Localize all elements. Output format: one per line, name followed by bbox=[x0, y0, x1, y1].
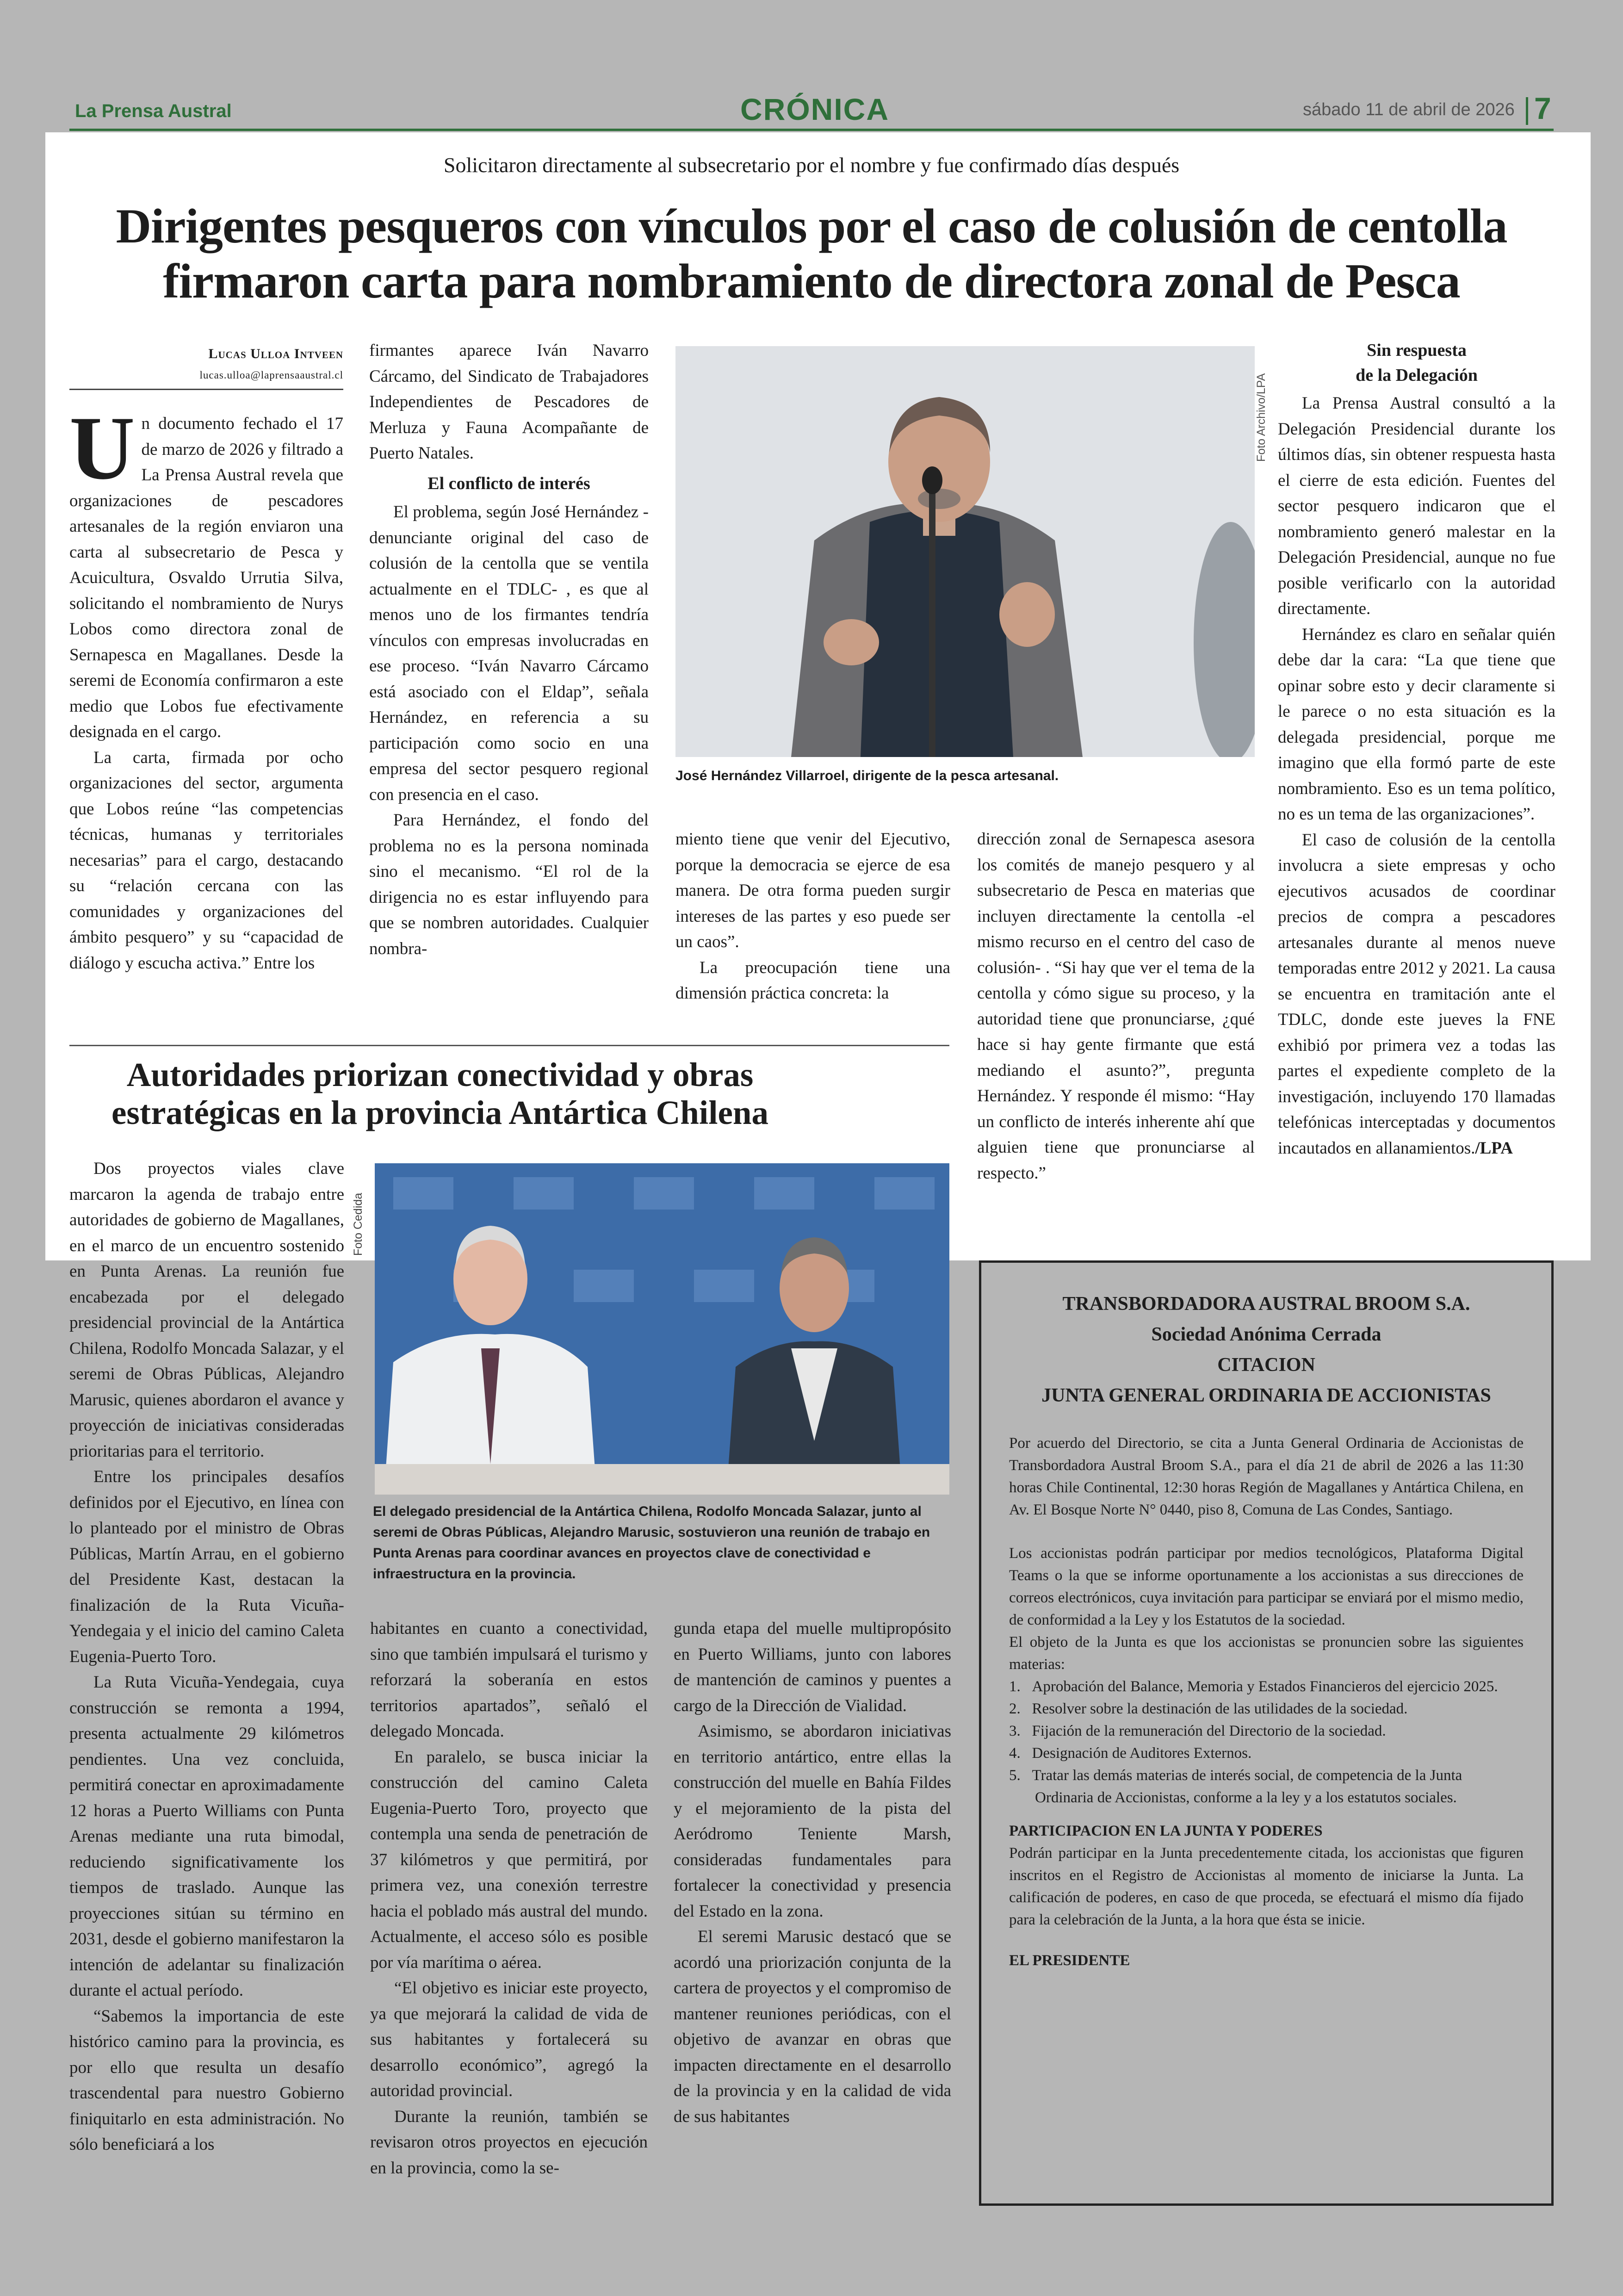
paragraph: Asimismo, se abordaron iniciativas en territorio antártico, entre ellas la construcción del muelle en Bahía Fildes y el mejoramiento de la pista del Aeródromo Teniente Marsh, consideradas fundamentales para fortalecer la conectividad y presencia del Estado en la zona. bbox=[674, 1722, 951, 1921]
paragraph: El seremi Marusic destacó que se acordó una priorización conjunta de la cartera de proyectos y el compromiso de mantener reuniones periódicas, con el objetivo de avanzar en obras que impacten directamente en el desarrollo de la provincia y en la calidad de vida de sus habitantes bbox=[674, 1927, 951, 2126]
paragraph: La carta, firmada por ocho organizaciones del sector, argumenta que Lobos reúne “las competencias técnicas, humanas y territoriales necesarias” para el cargo, destacando su “relación cercana con las comunidades y organizaciones del ámbito pesquero” y su “capacidad de diálogo y escucha activa.” Entre los bbox=[69, 748, 343, 973]
speaker-illustration bbox=[675, 346, 1255, 757]
author-byline: Lucas Ulloa Intveen bbox=[208, 346, 343, 361]
paragraph: miento tiene que venir del Ejecutivo, porque la democracia se ejerce de esa manera. De otra forma pueden surgir intereses de las partes y eso puede ser un caos”. bbox=[675, 830, 950, 951]
paragraph: Durante la reunión, también se revisaron otros proyectos en ejecución en la provincia, como la se- bbox=[370, 2107, 648, 2178]
signature: /LPA bbox=[1475, 1138, 1513, 1158]
notice-paragraph: Podrán participar en la Junta precedentemente citada, los accionistas que figuren inscritos en el Registro de Accionistas al momento de iniciarse la Junta. La calificación de poderes, en caso de que proceda, se efectuará el mismo día fijado para la celebración de la Junta, a la hora que ésta se inicie. bbox=[1009, 1845, 1524, 1928]
legal-notice bbox=[979, 1260, 1554, 2206]
article1-column-1 bbox=[69, 398, 343, 1031]
agenda-item: 2. Resolver sobre la destinación de las utilidades de la sociedad. bbox=[1009, 1700, 1408, 1717]
meeting-photo bbox=[375, 1163, 949, 1495]
paragraph: habitantes en cuanto a conectividad, sino que también impulsará el turismo y reforzará la soberanía en estos territorios apartados”, señaló el delegado Moncada. bbox=[370, 1619, 648, 1741]
photo-credit: Foto Archivo/LPA bbox=[1255, 373, 1268, 462]
section-title: CRÓNICA bbox=[740, 92, 889, 126]
paragraph: “El objetivo es iniciar este proyecto, ya que mejorará la calidad de vida de sus habitantes y fortalecerá su desarrollo económico”, agregó la autoridad provincial. bbox=[370, 1979, 648, 2100]
photo-caption: José Hernández Villarroel, dirigente de la pesca artesanal. bbox=[675, 768, 1059, 783]
agenda-item: 5. Tratar las demás materias de interés social, de competencia de la Junta Ordinaria de Accionistas, conforme a la ley y a los estatutos sociales. bbox=[1009, 1767, 1462, 1806]
article1-column-5 bbox=[1278, 338, 1555, 1245]
byline-rule bbox=[69, 389, 343, 390]
paragraph: El problema, según José Hernández -denunciante original del caso de colusión de la centolla que se ventila actualmente en el TDLC- , es que al menos uno de los firmantes tendría vínculos con empresas involucradas en ese proceso. “Iván Navarro Cárcamo está asociado con el Eldap”, señala Hernández, en referencia a su participación como socio en una empresa del sector pesquero regional con presencia en el caso. bbox=[369, 503, 649, 804]
agenda-item: 3. Fijación de la remuneración del Directorio de la sociedad. bbox=[1009, 1723, 1386, 1739]
notice-company: TRANSBORDADORA AUSTRAL BROOM S.A. bbox=[1062, 1293, 1470, 1315]
paragraph: Hernández es claro en señalar quién debe dar la cara: “La que tiene que opinar sobre esto y decir claramente si le parece o no esta situación es la delegada presidencial, porque me imagino que ella formó parte de este nombramiento. Eso es un tema político, no es un tema de las organizaciones”. bbox=[1278, 625, 1555, 824]
lead-paragraph: Un documento fechado el 17 de marzo de 2026 y filtrado a La Prensa Austral revela que organizaciones de pescadores artesanales de la región enviaron una carta al subsecretario de Pesca y Acuicultura, Osvaldo Urrutia Silva, solicitando el nombramiento de Nurys Lobos como directora zonal de Sernapesca en Magallanes. Desde la seremi de Economía confirmaron a este medio que Lobos fue efectivamente designada en el cargo. bbox=[69, 398, 343, 741]
page-number: 7 bbox=[1534, 91, 1551, 125]
header-rule bbox=[69, 129, 1554, 131]
paragraph: La Ruta Vicuña-Yendegaia, cuya construcción se remonta a 1994, presenta actualmente 29 kilómetros pendientes. Una vez concluida, permitirá conectar en aproximadamente 12 horas a Puerto Williams con Punta Arenas mediante una ruta bimodal, reduciendo significativamente los tiempos de traslado. Aunque las proyecciones sitúan su término en 2031, desde el gobierno manifestaron la intención de adelantar su finalización durante el actual período. bbox=[69, 1673, 344, 2000]
headline-line-1: Dirigentes pesqueros con vínculos por el caso de colusión de centolla bbox=[116, 199, 1507, 253]
paragraph: “Sabemos la importancia de este histórico camino para la provincia, es por ello que resulta un desafío trascendental para nuestro Gobierno finiquitarlo en esta administración. No sólo beneficiará a los bbox=[69, 2006, 344, 2154]
issue-date: sábado 11 de abril de 2026 bbox=[1303, 100, 1515, 119]
article2-column-2 bbox=[370, 1616, 648, 2217]
agenda-item: 4. Designación de Auditores Externos. bbox=[1009, 1745, 1252, 1762]
paragraph: En paralelo, se busca iniciar la construcción del camino Caleta Eugenia-Puerto Toro, proyecto que contempla una senda de penetración de 37 kilómetros y que permitirá, por primera vez, una conexión terrestre hacia el poblado más austral del mundo. Actualmente, el acceso sólo es posible por vía marítima o aérea. bbox=[370, 1747, 648, 1972]
notice-type: Sociedad Anónima Cerrada bbox=[1151, 1324, 1381, 1345]
photo-caption: El delegado presidencial de la Antártica Chilena, Rodolfo Moncada Salazar, junto al seremi de Obras Públicas, Alejandro Marusic, sostuvieron una reunión de trabajo en Punta Arenas para coordinar avances en proyectos clave de conectividad e infraestructura en la provincia. bbox=[373, 1504, 930, 1582]
speaker-photo bbox=[675, 346, 1255, 757]
notice-title: CITACION bbox=[1217, 1354, 1315, 1376]
notice-paragraph: El objeto de la Junta es que los accionistas se pronuncien sobre las siguientes materias: bbox=[1009, 1634, 1524, 1673]
paragraph: Entre los principales desafíos definidos por el Ejecutivo, en línea con lo planteado por el ministro de Obras Públicas, Martín Arrau, en el gobierno del Presidente Kast, destacan la finalización de la Ruta Vicuña-Yendegaia y el inicio del camino Caleta Eugenia-Puerto Toro. bbox=[69, 1467, 344, 1666]
article2-column-3 bbox=[674, 1616, 951, 2217]
notice-subtitle: JUNTA GENERAL ORDINARIA DE ACCIONISTAS bbox=[1041, 1385, 1491, 1406]
article2-column-1 bbox=[69, 1156, 344, 2220]
author-email: lucas.ulloa@laprensaaustral.cl bbox=[199, 369, 343, 381]
paragraph: La Prensa Austral consultó a la Delegación Presidencial durante los últimos días, sin obtener respuesta hasta el cierre de esta edición. Fuentes del sector pesquero indicaron que el nombramiento generó malestar en la Delegación Presidencial, aunque no fue posible verificarlo con la autoridad directamente. bbox=[1278, 394, 1555, 618]
section-subhead: Sin respuesta de la Delegación bbox=[1356, 341, 1478, 385]
notice-heading: PARTICIPACION EN LA JUNTA Y PODERES bbox=[1009, 1823, 1323, 1839]
paragraph: gunda etapa del muelle multipropósito en Puerto Williams, junto con labores de mantención de caminos y puentes a cargo de la Dirección de Vialidad. bbox=[674, 1619, 951, 1715]
headline-line-2: firmaron carta para nombramiento de directora zonal de Pesca bbox=[163, 254, 1460, 308]
paragraph: dirección zonal de Sernapesca asesora los comités de manejo pesquero y al subsecretario de Pesca en materias que incluyen directamente la centolla -el mismo recurso en el centro del caso de colusión- . “Si hay que ver el tema de la centolla y cómo sigue su proceso, y la autoridad tiene que pronunciarse, ¿qué hace si hay gente firmante que está mediando el asunto?”, pregunta Hernández. Y responde él mismo: “Hay un conflicto de interés inherente ahí que alguien tiene que pronunciarse al respecto.” bbox=[977, 830, 1255, 1183]
notice-paragraph: Los accionistas podrán participar por medios tecnológicos, Plataforma Digital Teams o la que se informe oportunamente a los accionistas a sus direcciones de correos electrónicos, cuya invitación para participar se enviará por el mismo medio, de conformidad a la Ley y los Estatutos de la sociedad. bbox=[1009, 1545, 1524, 1628]
article1-column-4 bbox=[977, 826, 1255, 1243]
paragraph: Para Hernández, el fondo del problema no es la persona nominada sino el mecanismo. “El rol de la dirigencia no es estar influyendo para que se nombren autoridades. Cualquier nombra- bbox=[369, 811, 649, 958]
notice-signature: EL PRESIDENTE bbox=[1009, 1952, 1130, 1969]
agenda-list bbox=[1009, 1675, 1524, 1809]
notice-paragraph: Por acuerdo del Directorio, se cita a Junta General Ordinaria de Accionistas de Transbordadora Austral Broom S.A., para el día 21 de abril de 2026 a las 11:30 horas Chile Continental, 12:30 horas Región de Magallanes y Antártica Chilena, en Av. El Bosque Norte N° 0440, piso 8, Comuna de Las Condes, Santiago. bbox=[1009, 1435, 1524, 1518]
article-kicker: Solicitaron directamente al subsecretario por el nombre y fue confirmado días después bbox=[443, 153, 1180, 177]
paragraph: firmantes aparece Iván Navarro Cárcamo, del Sindicato de Trabajadores Independientes de Pescadores de Merluza y Fauna Acompañante de Puerto Natales. bbox=[369, 341, 649, 463]
article-divider bbox=[69, 1045, 949, 1046]
agenda-item: 1. Aprobación del Balance, Memoria y Estados Financieros del ejercicio 2025. bbox=[1009, 1678, 1498, 1695]
section-subhead: El conflicto de interés bbox=[427, 473, 590, 493]
photo-credit: Foto Cedida bbox=[352, 1192, 365, 1256]
paper-name: La Prensa Austral bbox=[75, 101, 232, 121]
drop-cap: U bbox=[69, 398, 135, 498]
article1-column-3 bbox=[675, 826, 950, 1030]
header-separator bbox=[1526, 97, 1528, 125]
article-headline bbox=[0, 199, 1623, 309]
paragraph: La preocupación tiene una dimensión práctica concreta: la bbox=[675, 958, 950, 1003]
paragraph: Dos proyectos viales clave marcaron la agenda de trabajo entre autoridades de gobierno de Magallanes, en el marco de un encuentro sostenido en Punta Arenas. La reunión fue encabezada por el delegado presidencial provincial de la Antártica Chilena, Rodolfo Moncada Salazar, y el seremi de Obras Públicas, Alejandro Marusic, quienes abordaron el avance y proyección de iniciativas consideradas prioritarias para el territorio. bbox=[69, 1159, 344, 1461]
article2-headline: Autoridades priorizan conectividad y obras estratégicas en la provincia Antártica Chilena bbox=[112, 1056, 768, 1131]
article1-column-2 bbox=[369, 338, 649, 1032]
paragraph: El caso de colusión de la centolla involucra a siete empresas y ocho ejecutivos acusados de coordinar precios de compra a pescadores artesanales durante al menos nueve temporadas entre 2012 y 2021. La causa se encuentra en tramitación ante el TDLC, donde este jueves la FNE exhibió por primera vez a todas las partes el expediente completo de la investigación, incluyendo 170 llamadas telefónicas interceptadas y documentos incautados en allanamientos./LPA bbox=[1278, 830, 1555, 1158]
meeting-illustration bbox=[375, 1163, 949, 1495]
